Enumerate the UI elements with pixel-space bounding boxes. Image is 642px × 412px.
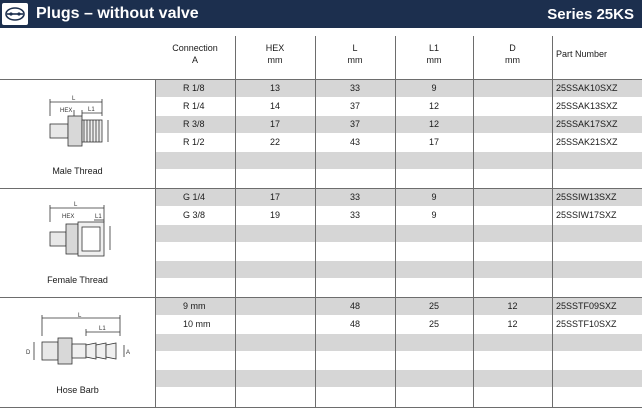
cell-l1: [395, 370, 473, 387]
cell-l1: [395, 261, 473, 278]
cell-hex: [235, 370, 315, 387]
cell-l1: 9: [431, 83, 437, 93]
table-row: [155, 98, 642, 115]
table-row: [155, 207, 642, 224]
cell-l1: 25: [428, 319, 439, 329]
table-row: [155, 152, 642, 169]
cell-l: [315, 225, 395, 242]
col-header-hex: HEX mm: [265, 43, 285, 65]
cell-hex: [235, 225, 315, 242]
col-header-connection: Connection A: [172, 43, 218, 65]
cell-connection: [155, 352, 235, 369]
hose-barb-drawing: [22, 312, 132, 382]
svg-text:HEX: HEX: [60, 108, 73, 114]
cell-part: 25SSIW13SXZ: [556, 192, 617, 202]
cell-l: 48: [349, 319, 360, 329]
cell-l1: [395, 388, 473, 405]
cell-l: [315, 388, 395, 405]
cell-part: [552, 152, 642, 169]
column-divider: [155, 79, 156, 407]
cell-l: [315, 152, 395, 169]
column-divider: [473, 36, 474, 407]
column-divider: [552, 36, 553, 407]
cell-l: [315, 352, 395, 369]
cell-connection: R 1/4: [183, 101, 205, 111]
table-row: [155, 170, 642, 187]
cell-l: [315, 243, 395, 260]
col-header-part-number: Part Number: [556, 49, 608, 59]
cell-l1: [395, 225, 473, 242]
cell-d: [473, 189, 552, 206]
cell-hex: 14: [269, 101, 280, 111]
cell-hex: 19: [269, 210, 280, 220]
cell-d: [473, 225, 552, 242]
cell-part: [552, 225, 642, 242]
cell-d: [473, 116, 552, 133]
cell-part: 25SSIW17SXZ: [556, 210, 617, 220]
cell-hex: [235, 334, 315, 351]
cell-connection: R 1/2: [183, 137, 205, 147]
female-thread-drawing: [22, 200, 132, 270]
cell-d: [473, 388, 552, 405]
cell-l: 33: [349, 83, 360, 93]
table-row: [155, 352, 642, 369]
cell-hex: 22: [269, 137, 280, 147]
cell-hex: [235, 388, 315, 405]
table-row: [155, 298, 642, 315]
cell-d: [473, 243, 552, 260]
cell-hex: [235, 243, 315, 260]
cell-hex: [235, 170, 315, 187]
cell-l: [315, 170, 395, 187]
cell-connection: G 3/8: [183, 210, 206, 220]
cell-hex: [235, 316, 315, 333]
cell-l1: [395, 279, 473, 296]
cell-l1: 9: [431, 192, 437, 202]
table-row: [155, 279, 642, 296]
column-divider: [395, 36, 396, 407]
cell-d: [473, 261, 552, 278]
svg-text:L1: L1: [95, 214, 102, 220]
cell-l1: 12: [428, 119, 439, 129]
cell-connection: R 1/8: [183, 83, 205, 93]
cell-part: [552, 388, 642, 405]
group-label-hose-barb: Hose Barb: [56, 385, 99, 395]
cell-l: [315, 279, 395, 296]
col-header-l: L mm: [347, 43, 363, 65]
svg-text:L1: L1: [99, 326, 106, 332]
cell-l: [315, 334, 395, 351]
cell-connection: [155, 225, 235, 242]
male-thread-drawing: [22, 94, 132, 164]
cell-hex: [235, 298, 315, 315]
group-label-male-thread: Male Thread: [52, 166, 103, 176]
cell-hex: [235, 352, 315, 369]
cell-l: 33: [349, 210, 360, 220]
cell-connection: 9 mm: [183, 301, 206, 311]
page-header: [0, 0, 642, 28]
cell-hex: 17: [269, 192, 280, 202]
svg-text:L: L: [78, 313, 82, 319]
group-label-female-thread: Female Thread: [47, 275, 108, 285]
cell-connection: [155, 388, 235, 405]
cell-l: [315, 261, 395, 278]
column-divider: [315, 36, 316, 407]
cell-d: 12: [507, 301, 518, 311]
svg-text:A: A: [126, 350, 131, 356]
cell-d: [473, 170, 552, 187]
cell-l1: [395, 352, 473, 369]
table-row: [155, 116, 642, 133]
row-divider: [0, 407, 642, 408]
cell-part: [552, 261, 642, 278]
series-label: Series 25KS: [547, 5, 634, 23]
cell-l1: 17: [428, 137, 439, 147]
column-divider: [235, 36, 236, 407]
page-title: Plugs – without valve: [36, 5, 199, 22]
table-row: [155, 80, 642, 97]
cell-part: [552, 279, 642, 296]
cell-l: 37: [349, 101, 360, 111]
cell-d: [473, 152, 552, 169]
cell-part: 25SSTF10SXZ: [556, 319, 617, 329]
cell-part: [552, 170, 642, 187]
row-divider: [0, 79, 642, 80]
cell-part: 25SSAK13SXZ: [556, 101, 618, 111]
col-header-d: D mm: [505, 43, 520, 65]
table-row: [155, 134, 642, 151]
cell-part: [552, 334, 642, 351]
cell-connection: [155, 370, 235, 387]
cell-l1: 12: [428, 101, 439, 111]
cell-hex: [235, 261, 315, 278]
cell-d: [473, 279, 552, 296]
cell-connection: G 1/4: [183, 192, 206, 202]
cell-connection: [155, 152, 235, 169]
cell-l1: [395, 170, 473, 187]
cell-d: [473, 352, 552, 369]
cell-l1: [395, 334, 473, 351]
cell-part: 25SSAK21SXZ: [556, 137, 618, 147]
svg-text:HEX: HEX: [62, 214, 75, 220]
cell-connection: [155, 243, 235, 260]
cell-connection: [155, 279, 235, 296]
cell-part: 25SSAK17SXZ: [556, 119, 618, 129]
cell-l1: 9: [431, 210, 437, 220]
cell-l: [315, 370, 395, 387]
cell-part: 25SSAK10SXZ: [556, 83, 618, 93]
cell-l1: [395, 243, 473, 260]
cell-part: [552, 243, 642, 260]
cell-connection: 10 mm: [183, 319, 211, 329]
svg-text:L: L: [74, 202, 78, 208]
cell-d: [473, 370, 552, 387]
table-row: [155, 388, 642, 405]
cell-hex: [235, 279, 315, 296]
coupling-icon: [2, 3, 28, 25]
col-header-l1: L1 mm: [426, 43, 442, 65]
table-row: [155, 261, 642, 278]
cell-hex: 17: [269, 119, 280, 129]
cell-connection: [155, 334, 235, 351]
cell-part: 25SSTF09SXZ: [556, 301, 617, 311]
svg-text:D: D: [26, 350, 31, 356]
row-divider: [0, 297, 642, 298]
cell-part: [552, 370, 642, 387]
cell-d: [473, 207, 552, 224]
table-row: [155, 316, 642, 333]
cell-d: [473, 334, 552, 351]
cell-l: 43: [349, 137, 360, 147]
svg-text:L: L: [72, 96, 76, 102]
svg-text:L1: L1: [88, 107, 95, 113]
cell-d: [473, 80, 552, 97]
cell-l: 48: [349, 301, 360, 311]
cell-connection: [155, 261, 235, 278]
cell-l1: [395, 152, 473, 169]
cell-d: [473, 134, 552, 151]
table-row: [155, 334, 642, 351]
cell-hex: [235, 152, 315, 169]
cell-connection: [155, 170, 235, 187]
cell-l1: 25: [428, 301, 439, 311]
cell-part: [552, 352, 642, 369]
table-row: [155, 370, 642, 387]
cell-d: 12: [507, 319, 518, 329]
cell-connection: R 3/8: [183, 119, 205, 129]
row-divider: [0, 188, 642, 189]
cell-l: 37: [349, 119, 360, 129]
table-row: [155, 189, 642, 206]
table-row: [155, 243, 642, 260]
cell-d: [473, 98, 552, 115]
cell-hex: 13: [269, 83, 280, 93]
table-row: [155, 225, 642, 242]
cell-l: 33: [349, 192, 360, 202]
